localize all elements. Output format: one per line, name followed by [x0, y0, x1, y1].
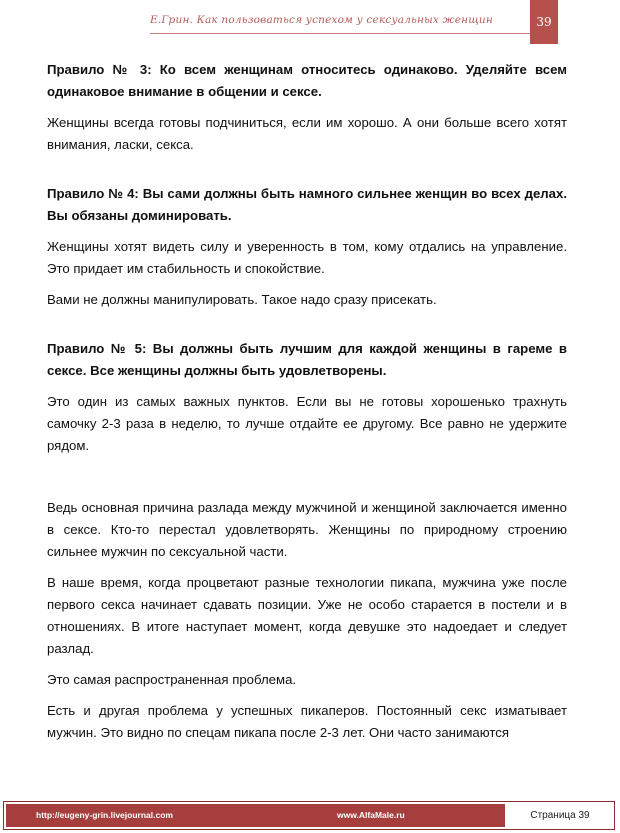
paragraph: Это один из самых важных пунктов. Если вы не готовы хорошенько трахнуть самочку 2-3 раза в неделю, то лучше отдайте ее другому. Все равно не удержите рядом.: [47, 394, 567, 453]
footer-page-label: Страница 39: [530, 810, 590, 821]
paragraph: Вами не должны манипулировать. Такое надо сразу присекать.: [47, 292, 437, 307]
footer-link-livejournal[interactable]: http://eugeny-grin.livejournal.com: [36, 810, 173, 820]
paragraph: Есть и другая проблема у успешных пикаперов. Постоянный секс изматывает мужчин. Это видно по спецам пикапа после 2-3 лет. Они часто занимаются: [47, 703, 567, 740]
running-header-title: Е.Грин. Как пользоваться успехом у сексуальных женщин: [150, 14, 494, 26]
rule-3-heading: Правило № 3: Ко всем женщинам относитесь одинаково. Уделяйте всем одинаковое внимание в общении и сексе.: [47, 62, 567, 99]
footer-bar: [6, 804, 505, 827]
rule-4-heading: Правило № 4: Вы сами должны быть намного сильнее женщин во всех делах. Вы обязаны доминировать.: [47, 186, 567, 223]
page-body: [47, 59, 567, 753]
paragraph: Женщины хотят видеть силу и уверенность в том, кому отдались на управление. Это придает им стабильность и спокойствие.: [47, 239, 567, 276]
footer-link-alfamale[interactable]: www.AlfaMale.ru: [337, 810, 405, 820]
paragraph: Женщины всегда готовы подчиниться, если им хорошо. А они больше всего хотят внимания, ласки, секса.: [47, 115, 567, 152]
page-number-badge: 39: [530, 0, 558, 44]
paragraph: Ведь основная причина разлада между мужчиной и женщиной заключается именно в сексе. Кто-то перестал удовлетворять. Женщины по природному строению сильнее мужчин по сексуальной части.: [47, 500, 567, 559]
paragraph: Это самая распространенная проблема.: [47, 672, 297, 687]
header-divider: [150, 33, 530, 34]
paragraph: В наше время, когда процветают разные технологии пикапа, мужчина уже после первого секса начинает сдавать позиции. Уже не особо старается в постели и в отношениях. В итоге наступает момент, когда девушке это надоедает и следует разлад.: [47, 575, 567, 656]
rule-5-heading: Правило № 5: Вы должны быть лучшим для каждой женщины в гареме в сексе. Все женщины должны быть удовлетворены.: [47, 341, 567, 378]
